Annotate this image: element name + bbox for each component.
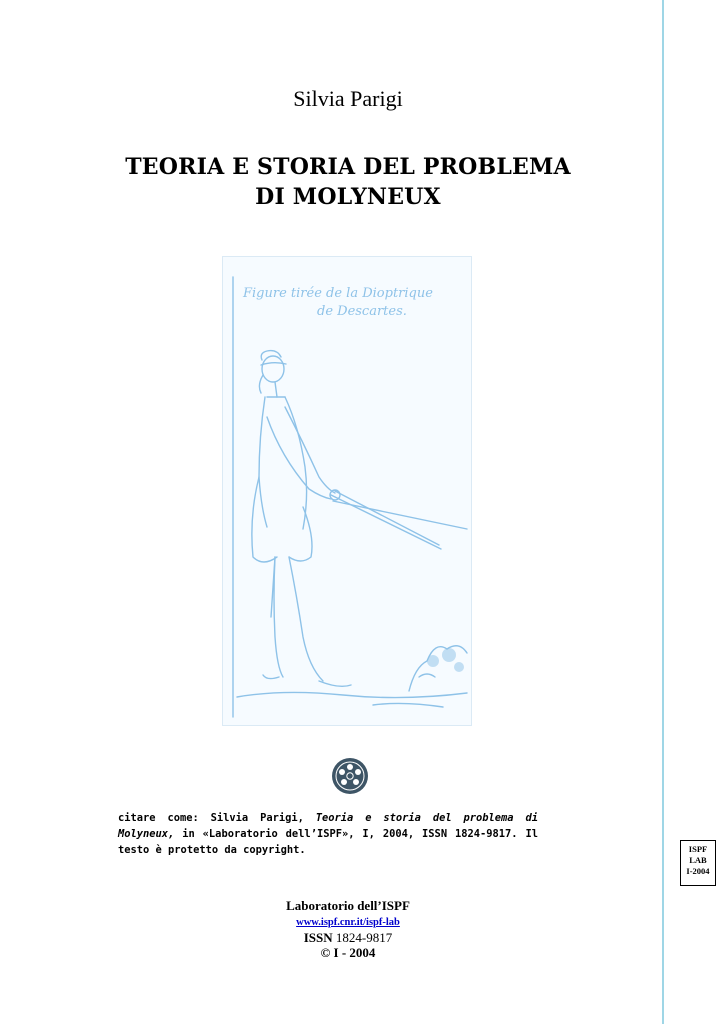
issn-value: 1824-9817 [332, 930, 393, 945]
title-line-2: DI MOLYNEUX [255, 184, 441, 210]
figure-caption-line-1: Figure tirée de la Dioptrique [243, 286, 433, 301]
ispf-lab-badge [680, 840, 716, 886]
document-title [0, 152, 696, 212]
title-line-1: TEORIA E STORIA DEL PROBLEMA [125, 154, 571, 180]
figure-caption-line-2: de Descartes. [317, 304, 407, 319]
badge-line-1: ISPF [688, 844, 708, 854]
badge-line-2: LAB [689, 855, 707, 865]
publisher-footer [0, 898, 696, 960]
citation-note [118, 810, 538, 858]
citation-suffix: in «Laboratorio dell’ISPF», I, 2004, ISSN 1824-9817. Il testo è protetto da copyright. [118, 828, 538, 856]
author-name: Silvia Parigi [293, 86, 403, 111]
citation-work-title: Teoria e storia del problema di Molyneux, [118, 812, 538, 840]
issn-label: ISSN [303, 930, 333, 945]
cover-illustration [222, 256, 472, 726]
ispf-emblem-icon [330, 756, 370, 796]
citation-prefix: citare come: Silvia Parigi, [118, 812, 316, 824]
publisher-url-link[interactable]: www.ispf.cnr.it/ispf-lab [296, 917, 400, 928]
badge-line-3: I-2004 [686, 866, 710, 876]
copyright-line: © I - 2004 [320, 945, 376, 960]
descartes-figure-drawing [223, 257, 471, 725]
issn-line [0, 930, 696, 945]
publisher-name: Laboratorio dell’ISPF [286, 898, 410, 913]
